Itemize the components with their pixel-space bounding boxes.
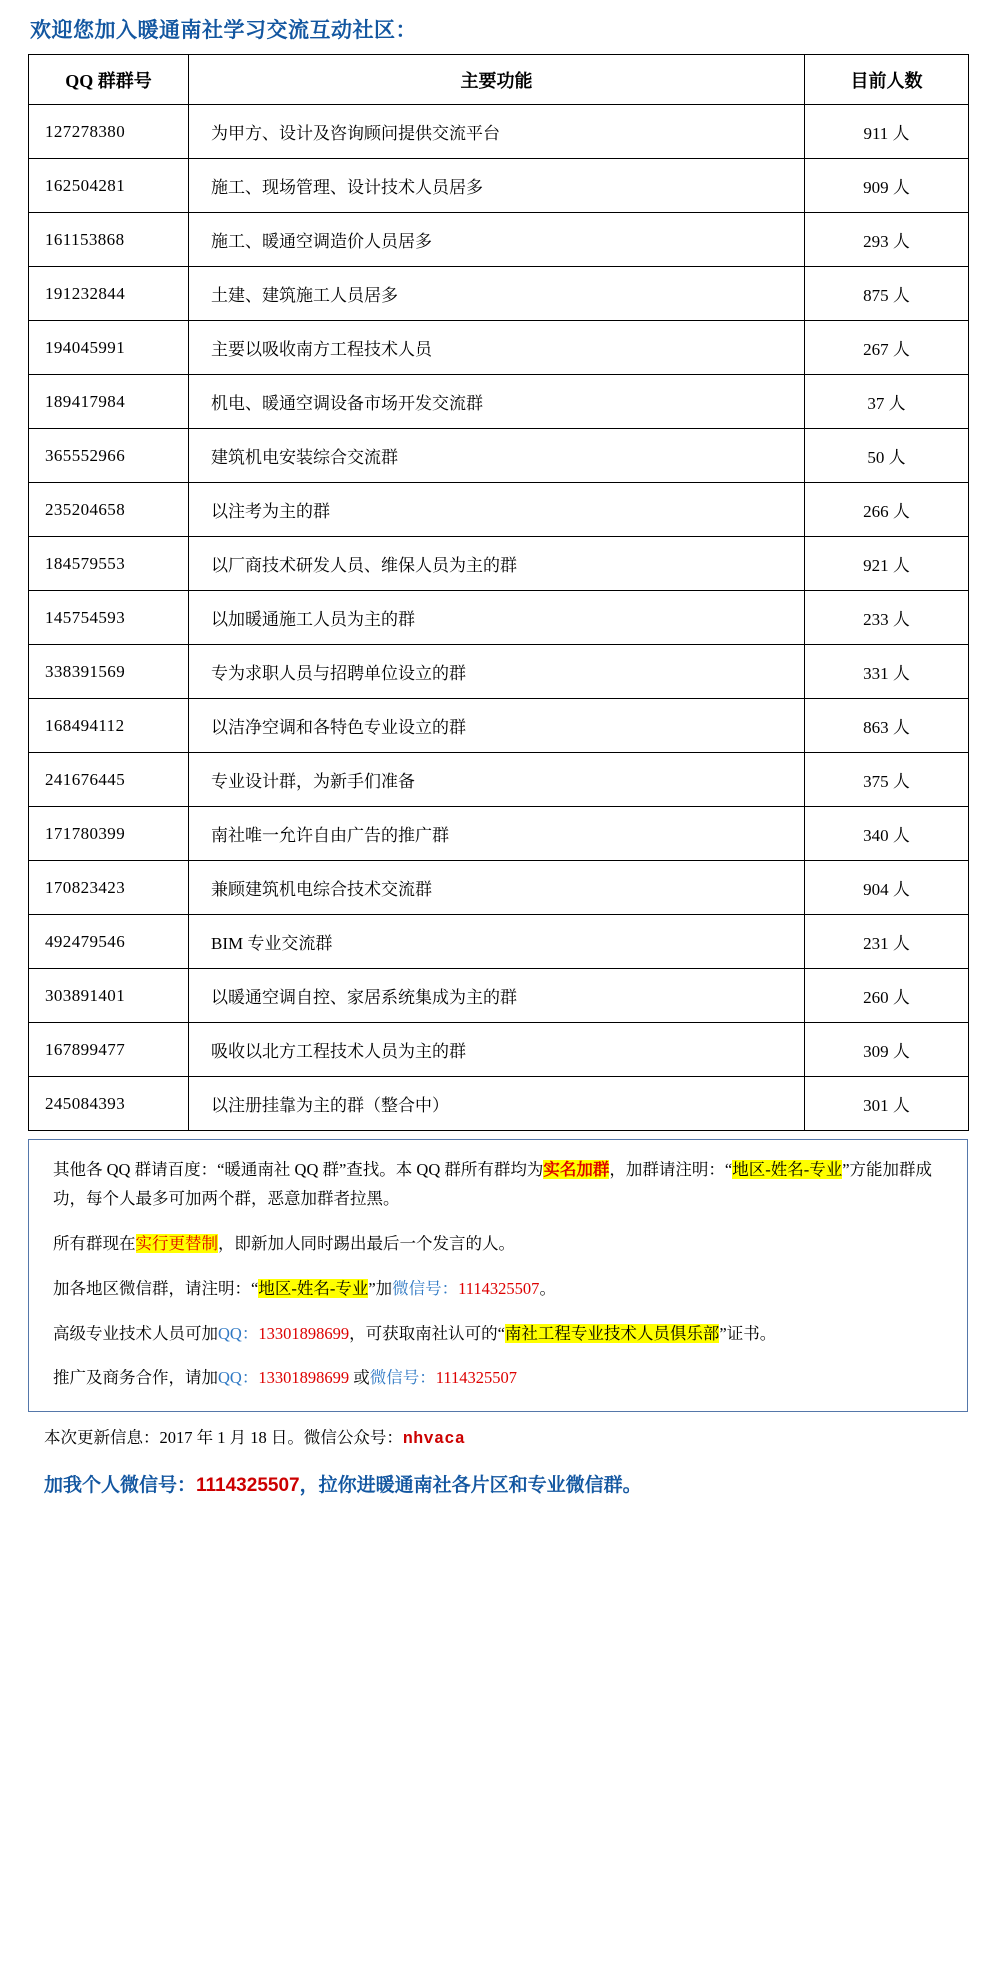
note5-part-d: 或 [349,1368,370,1388]
note3-part-a: 加各地区微信群，请注明：“ [53,1278,259,1298]
table-row [29,1077,969,1131]
update-info-text: 本次更新信息：2017 年 1 月 18 日。微信公众号： [44,1428,403,1448]
cell-main-function: 以注册挂靠为主的群（整合中） [189,1077,805,1131]
cell-main-function: 专业设计群，为新手们准备 [189,753,805,807]
table-row [29,483,969,537]
note3-part-c: ”加 [368,1278,393,1298]
table-row [29,1023,969,1077]
cell-group-number: 184579553 [29,537,189,591]
table-row [29,969,969,1023]
table-row [29,159,969,213]
note1-part-e: ”方能加群成功，每个人最多可加两个群，恶意加群者拉黑。 [53,1160,933,1208]
note2-part-a: 所有群现在 [53,1233,136,1253]
cell-main-function: 吸收以北方工程技术人员为主的群 [189,1023,805,1077]
cell-member-count: 50 人 [805,429,969,483]
cell-group-number: 162504281 [29,159,189,213]
table-row [29,753,969,807]
note5-qq-number: 13301898699 [258,1368,350,1388]
note4-part-d: ，可获取南社认可的“ [349,1323,505,1343]
cell-main-function: 南社唯一允许自由广告的推广群 [189,807,805,861]
cell-group-number: 241676445 [29,753,189,807]
cell-member-count: 904 人 [805,861,969,915]
note4-qq-label: QQ： [218,1323,259,1343]
cell-group-number: 168494112 [29,699,189,753]
cell-member-count: 863 人 [805,699,969,753]
cell-member-count: 233 人 [805,591,969,645]
cell-main-function: 以加暖通施工人员为主的群 [189,591,805,645]
cell-main-function: 以暖通空调自控、家居系统集成为主的群 [189,969,805,1023]
cell-main-function: 以注考为主的群 [189,483,805,537]
table-row [29,645,969,699]
column-header-group-number: QQ 群群号 [29,55,189,105]
table-row [29,861,969,915]
cell-member-count: 875 人 [805,267,969,321]
note3-part-f: 。 [539,1278,556,1298]
note3-wechat-number: 1114325507 [458,1278,540,1298]
cell-group-number: 127278380 [29,105,189,159]
cell-member-count: 301 人 [805,1077,969,1131]
table-row [29,375,969,429]
cell-group-number: 171780399 [29,807,189,861]
column-header-main-function: 主要功能 [189,55,805,105]
note-paragraph-4 [53,1320,943,1349]
note1-highlight-real-name: 实名加群 [543,1160,610,1179]
note5-qq-label: QQ： [218,1368,259,1388]
cell-main-function: 施工、暖通空调造价人员居多 [189,213,805,267]
table-row [29,699,969,753]
cell-member-count: 231 人 [805,915,969,969]
note5-wechat-number: 1114325507 [435,1368,517,1388]
cell-main-function: BIM 专业交流群 [189,915,805,969]
cell-group-number: 492479546 [29,915,189,969]
cell-member-count: 340 人 [805,807,969,861]
note3-wechat-label: 微信号： [392,1278,459,1298]
table-row [29,537,969,591]
note2-part-c: ，即新加人同时踢出最后一个发言的人。 [218,1233,515,1253]
cell-group-number: 235204658 [29,483,189,537]
cell-main-function: 机电、暖通空调设备市场开发交流群 [189,375,805,429]
cell-group-number: 145754593 [29,591,189,645]
table-row [29,591,969,645]
cell-group-number: 303891401 [29,969,189,1023]
table-row [29,429,969,483]
cell-main-function: 为甲方、设计及咨询顾问提供交流平台 [189,105,805,159]
table-row [29,105,969,159]
cell-group-number: 189417984 [29,375,189,429]
cell-main-function: 兼顾建筑机电综合技术交流群 [189,861,805,915]
qq-group-table [28,54,969,1131]
footer-wechat-number: 1114325507 [196,1475,300,1497]
note4-part-f: ”证书。 [719,1323,777,1343]
table-row [29,807,969,861]
cell-main-function: 以厂商技术研发人员、维保人员为主的群 [189,537,805,591]
cell-main-function: 建筑机电安装综合交流群 [189,429,805,483]
cell-main-function: 专为求职人员与招聘单位设立的群 [189,645,805,699]
cell-group-number: 167899477 [29,1023,189,1077]
cell-main-function: 以洁净空调和各特色专业设立的群 [189,699,805,753]
cell-member-count: 911 人 [805,105,969,159]
table-row [29,321,969,375]
note1-part-a: 其他各 QQ 群请百度：“暖通南社 QQ 群”查找。本 QQ 群所有群均为 [53,1160,544,1179]
note4-qq-number: 13301898699 [258,1323,350,1343]
note-paragraph-2 [53,1230,943,1259]
cell-group-number: 191232844 [29,267,189,321]
note1-highlight-format: 地区-姓名-专业 [732,1160,843,1179]
cell-member-count: 260 人 [805,969,969,1023]
cell-main-function: 施工、现场管理、设计技术人员居多 [189,159,805,213]
page-title: 欢迎您加入暖通南社学习交流互动社区： [30,19,417,42]
footer-prefix: 加我个人微信号： [44,1475,197,1497]
table-row [29,267,969,321]
footer-suffix: ，拉你进暖通南社各片区和专业微信群。 [299,1475,642,1497]
cell-member-count: 309 人 [805,1023,969,1077]
note1-part-c: ，加群请注明：“ [609,1160,733,1179]
update-info [44,1424,969,1448]
note-paragraph-1 [53,1156,943,1214]
note2-highlight-rotation: 实行更替制 [135,1233,218,1253]
cell-member-count: 909 人 [805,159,969,213]
cell-main-function: 主要以吸收南方工程技术人员 [189,321,805,375]
cell-group-number: 245084393 [29,1077,189,1131]
notes-box [28,1139,968,1412]
cell-member-count: 37 人 [805,375,969,429]
table-body [29,105,969,1131]
table-row [29,213,969,267]
footer-note [44,1470,969,1497]
cell-member-count: 921 人 [805,537,969,591]
cell-member-count: 267 人 [805,321,969,375]
column-header-member-count: 目前人数 [805,55,969,105]
cell-group-number: 365552966 [29,429,189,483]
table-header-row [29,55,969,105]
cell-member-count: 375 人 [805,753,969,807]
cell-group-number: 194045991 [29,321,189,375]
note3-highlight-format: 地区-姓名-专业 [258,1278,369,1298]
note-paragraph-3 [53,1275,943,1304]
table-row [29,915,969,969]
note-paragraph-5 [53,1364,943,1393]
cell-member-count: 331 人 [805,645,969,699]
note4-part-a: 高级专业技术人员可加 [53,1323,218,1343]
cell-member-count: 293 人 [805,213,969,267]
cell-group-number: 170823423 [29,861,189,915]
cell-member-count: 266 人 [805,483,969,537]
wechat-official-account: nhvaca [402,1429,466,1449]
note4-highlight-club: 南社工程专业技术人员俱乐部 [504,1323,720,1343]
cell-main-function: 土建、建筑施工人员居多 [189,267,805,321]
cell-group-number: 338391569 [29,645,189,699]
note5-part-a: 推广及商务合作，请加 [53,1368,218,1388]
cell-group-number: 161153868 [29,213,189,267]
note5-wechat-label: 微信号： [369,1368,436,1388]
